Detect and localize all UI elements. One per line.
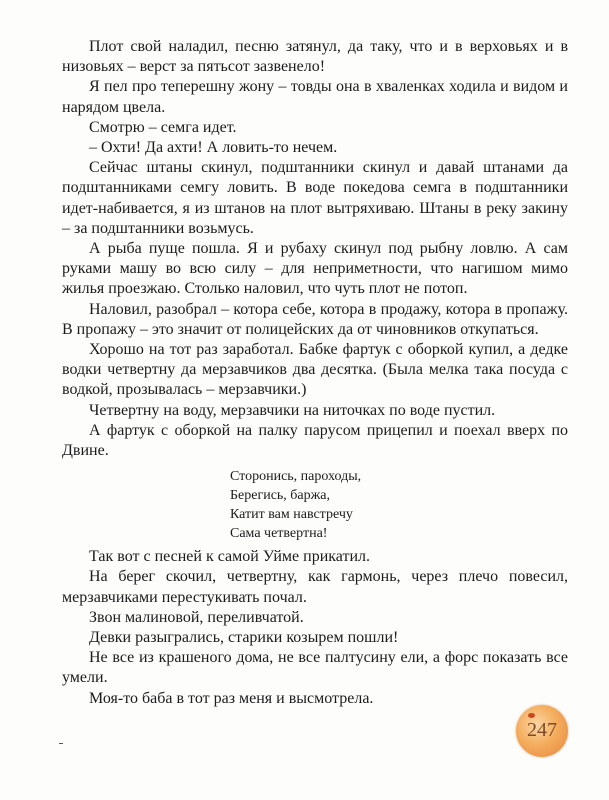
- page-number: 247: [527, 719, 557, 741]
- paragraph: Смотрю – семга идет.: [89, 118, 237, 136]
- verse-line: Сама четвертна!: [230, 526, 328, 542]
- paragraph: Плот свой наладил, песню затянул, да таку, что и в верховьях и в низовьях – верст за пятьсот зазвенело!: [62, 38, 568, 76]
- paragraph: На берег скочил, четвертну, как гармонь, через плечо повесил, мерзавчиками перестукивать почал.: [62, 568, 568, 606]
- paragraph: – Охти! Да ахти! А ловить-то нечем.: [89, 139, 338, 157]
- print-mark: [59, 743, 63, 744]
- paragraph: Четвертну на воду, мерзавчики на ниточках по воде пустил.: [89, 401, 496, 419]
- song-verse: [230, 467, 568, 543]
- paragraph: А рыба пуще пошла. Я и рубаху скинул под рыбну ловлю. А сам руками машу во всю силу – для неприметности, что нагишом мимо жилья проезжаю. Столько наловил, что чуть плот не потоп.: [62, 240, 568, 298]
- paragraph: Девки разыгрались, старики козырем пошли!: [89, 629, 399, 647]
- paragraph: Так вот с песней к самой Уйме прикатил.: [89, 548, 371, 566]
- badge-dot-icon: [528, 713, 535, 718]
- paragraph: Не все из крашеного дома, не все палтусину ели, а форс показать все умели.: [62, 649, 568, 687]
- verse-line: Катит вам навстречу: [230, 507, 353, 523]
- paragraph: Моя-то баба в тот раз меня и высмотрела.: [89, 689, 374, 707]
- story-text: [62, 37, 568, 709]
- paragraph: Хорошо на тот раз заработал. Бабке фартук с оборкой купил, а дедке водки четвертну да мерзавчиков два десятка. (Была мелка така посуда с водкой, прозывалась – мерзавчики.): [62, 341, 568, 399]
- verse-line: Берегись, баржа,: [230, 488, 331, 504]
- paragraph: Я пел про теперешну жону – товды она в хваленках ходила и видом и нарядом цвела.: [62, 78, 568, 116]
- paragraph: Звон малиновой, переливчатой.: [89, 608, 304, 626]
- verse-line: Сторонись, пароходы,: [230, 469, 362, 485]
- paragraph: А фартук с оборкой на палку парусом прицепил и поехал вверх по Двине.: [62, 421, 568, 460]
- paragraph: Сейчас штаны скинул, подштанники скинул и давай штанами да подштанниками семгу ловить. В воде покедова семга в подштанники идет-набивается, я из штанов на плот вытряхиваю. Штаны в реку закину – за подштанники возьмусь.: [62, 159, 568, 237]
- paragraph: Наловил, разобрал – котора себе, котора в продажу, котора в пропажу. В пропажу – это значит от полицейских да от чиновников откупаться.: [62, 300, 568, 338]
- page-number-badge: [516, 705, 568, 757]
